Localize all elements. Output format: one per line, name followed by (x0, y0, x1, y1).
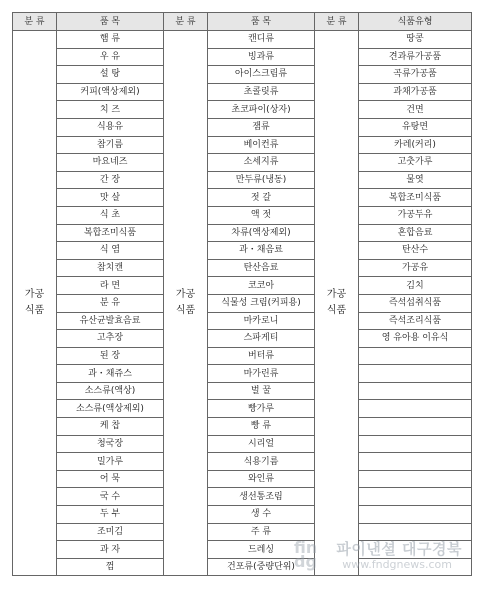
category-line-2: 식품 (24, 305, 45, 317)
food-type-cell: 가공유 (359, 259, 472, 277)
food-type-cell (359, 400, 472, 418)
item-cell: 복합조미식품 (57, 224, 164, 242)
item-cell: 두 부 (57, 506, 164, 524)
item-cell: 식 초 (57, 206, 164, 224)
item-cell: 우 유 (57, 48, 164, 66)
item-cell: 참치캔 (57, 259, 164, 277)
table-row (13, 294, 472, 312)
food-type-cell: 즉석섭취식품 (359, 294, 472, 312)
item-cell: 초코파이(상자) (208, 101, 315, 119)
item-cell: 마카로니 (208, 312, 315, 330)
food-type-cell: 영 유아용 이유식 (359, 330, 472, 348)
category-line-1: 가공 (24, 289, 45, 301)
food-type-cell (359, 488, 472, 506)
category-cell-2 (164, 31, 208, 576)
item-cell: 버터류 (208, 347, 315, 365)
item-cell: 청국장 (57, 435, 164, 453)
item-cell: 햄 류 (57, 31, 164, 49)
food-type-cell: 건면 (359, 101, 472, 119)
header-category-1: 분 류 (13, 13, 57, 31)
category-line-1: 가공 (326, 289, 347, 301)
food-type-cell (359, 347, 472, 365)
item-cell: 초콜릿류 (208, 83, 315, 101)
item-cell: 드레싱 (208, 541, 315, 559)
item-cell: 마가린류 (208, 365, 315, 383)
table-row (13, 136, 472, 154)
watermark-name: 파이낸셜 대구경북 (336, 540, 462, 558)
food-type-cell: 과채가공품 (359, 83, 472, 101)
item-cell: 과・채쥬스 (57, 365, 164, 383)
item-cell: 식물성 크림(커피용) (208, 294, 315, 312)
food-type-cell: 물엿 (359, 171, 472, 189)
item-cell: 건포류(중량단위) (208, 558, 315, 576)
item-cell: 액 젓 (208, 206, 315, 224)
item-cell: 만두류(냉동) (208, 171, 315, 189)
table-row (13, 259, 472, 277)
food-type-cell (359, 506, 472, 524)
table-row (13, 330, 472, 348)
item-cell: 과 자 (57, 541, 164, 559)
item-cell: 식용유 (57, 118, 164, 136)
header-category-2: 분 류 (164, 13, 208, 31)
table-row (13, 382, 472, 400)
food-type-cell (359, 470, 472, 488)
item-cell: 소세지류 (208, 154, 315, 172)
item-cell: 식 염 (57, 242, 164, 260)
item-cell: 탄산음료 (208, 259, 315, 277)
table-row (13, 435, 472, 453)
table-row (13, 470, 472, 488)
item-cell: 조미김 (57, 523, 164, 541)
item-cell: 케 찹 (57, 418, 164, 436)
item-cell: 라 면 (57, 277, 164, 295)
category-line-2: 식품 (326, 305, 347, 317)
food-type-cell: 김치 (359, 277, 472, 295)
item-cell: 식용기름 (208, 453, 315, 471)
table-row (13, 312, 472, 330)
item-cell: 분 유 (57, 294, 164, 312)
food-type-cell: 탄산수 (359, 242, 472, 260)
table-row (13, 506, 472, 524)
item-cell: 과・채음료 (208, 242, 315, 260)
item-cell: 주 류 (208, 523, 315, 541)
food-type-cell (359, 382, 472, 400)
table-row (13, 66, 472, 84)
item-cell: 젓 갈 (208, 189, 315, 207)
item-cell: 빵가루 (208, 400, 315, 418)
item-cell: 와인류 (208, 470, 315, 488)
item-cell: 설 탕 (57, 66, 164, 84)
category-cell-3 (315, 31, 359, 576)
item-cell: 스파게티 (208, 330, 315, 348)
food-type-cell: 카레(커리) (359, 136, 472, 154)
item-cell: 캔디류 (208, 31, 315, 49)
item-cell: 유산균발효음료 (57, 312, 164, 330)
food-type-cell: 땅콩 (359, 31, 472, 49)
item-cell: 아이스크림류 (208, 66, 315, 84)
item-cell: 소스류(액상) (57, 382, 164, 400)
table-row (13, 347, 472, 365)
watermark-url: www.fndgnews.com (342, 558, 452, 571)
item-cell: 빵 류 (208, 418, 315, 436)
item-cell: 베이컨류 (208, 136, 315, 154)
category-cell-1 (13, 31, 57, 576)
item-cell: 어 묵 (57, 470, 164, 488)
table-row (13, 277, 472, 295)
food-type-cell: 고춧가루 (359, 154, 472, 172)
item-cell: 국 수 (57, 488, 164, 506)
table-row (13, 453, 472, 471)
food-type-cell: 가공두유 (359, 206, 472, 224)
food-type-cell (359, 418, 472, 436)
food-type-cell: 혼합음료 (359, 224, 472, 242)
header-category-3: 분 류 (315, 13, 359, 31)
item-cell: 된 장 (57, 347, 164, 365)
item-cell: 치 즈 (57, 101, 164, 119)
table-row (13, 206, 472, 224)
header-item-1: 품 목 (57, 13, 164, 31)
food-type-cell (359, 365, 472, 383)
category-line-1: 가공 (175, 289, 196, 301)
table-row (13, 31, 472, 49)
item-cell: 맛 살 (57, 189, 164, 207)
item-cell: 생 수 (208, 506, 315, 524)
table-row (13, 400, 472, 418)
table-row (13, 418, 472, 436)
item-cell: 고추장 (57, 330, 164, 348)
watermark-logo: fin dg (294, 538, 318, 571)
table-row (13, 224, 472, 242)
food-type-cell: 견과류가공품 (359, 48, 472, 66)
item-cell: 껌 (57, 558, 164, 576)
food-type-cell: 곡류가공품 (359, 66, 472, 84)
item-cell: 밀가루 (57, 453, 164, 471)
header-row (13, 13, 472, 31)
food-type-cell (359, 435, 472, 453)
food-type-cell: 즉석조리식품 (359, 312, 472, 330)
category-line-2: 식품 (175, 305, 196, 317)
header-food-type: 식품유형 (359, 13, 472, 31)
food-items-table (12, 12, 472, 576)
table-row (13, 242, 472, 260)
food-type-cell: 복합조미식품 (359, 189, 472, 207)
item-cell: 간 장 (57, 171, 164, 189)
item-cell: 코코아 (208, 277, 315, 295)
item-cell: 시리얼 (208, 435, 315, 453)
table-row (13, 171, 472, 189)
table-row (13, 118, 472, 136)
table-row (13, 488, 472, 506)
item-cell: 참기름 (57, 136, 164, 154)
table-row (13, 189, 472, 207)
item-cell: 벌 꿀 (208, 382, 315, 400)
table-body (13, 31, 472, 576)
item-cell: 빙과류 (208, 48, 315, 66)
table-row (13, 83, 472, 101)
table-row (13, 101, 472, 119)
item-cell: 생선통조림 (208, 488, 315, 506)
table-row (13, 154, 472, 172)
food-type-cell (359, 453, 472, 471)
header-item-2: 품 목 (208, 13, 315, 31)
food-type-cell: 유탕면 (359, 118, 472, 136)
table-row (13, 48, 472, 66)
item-cell: 잼류 (208, 118, 315, 136)
table-row (13, 365, 472, 383)
item-cell: 마요네즈 (57, 154, 164, 172)
item-cell: 차류(액상제외) (208, 224, 315, 242)
item-cell: 소스류(액상제외) (57, 400, 164, 418)
item-cell: 커피(액상제외) (57, 83, 164, 101)
